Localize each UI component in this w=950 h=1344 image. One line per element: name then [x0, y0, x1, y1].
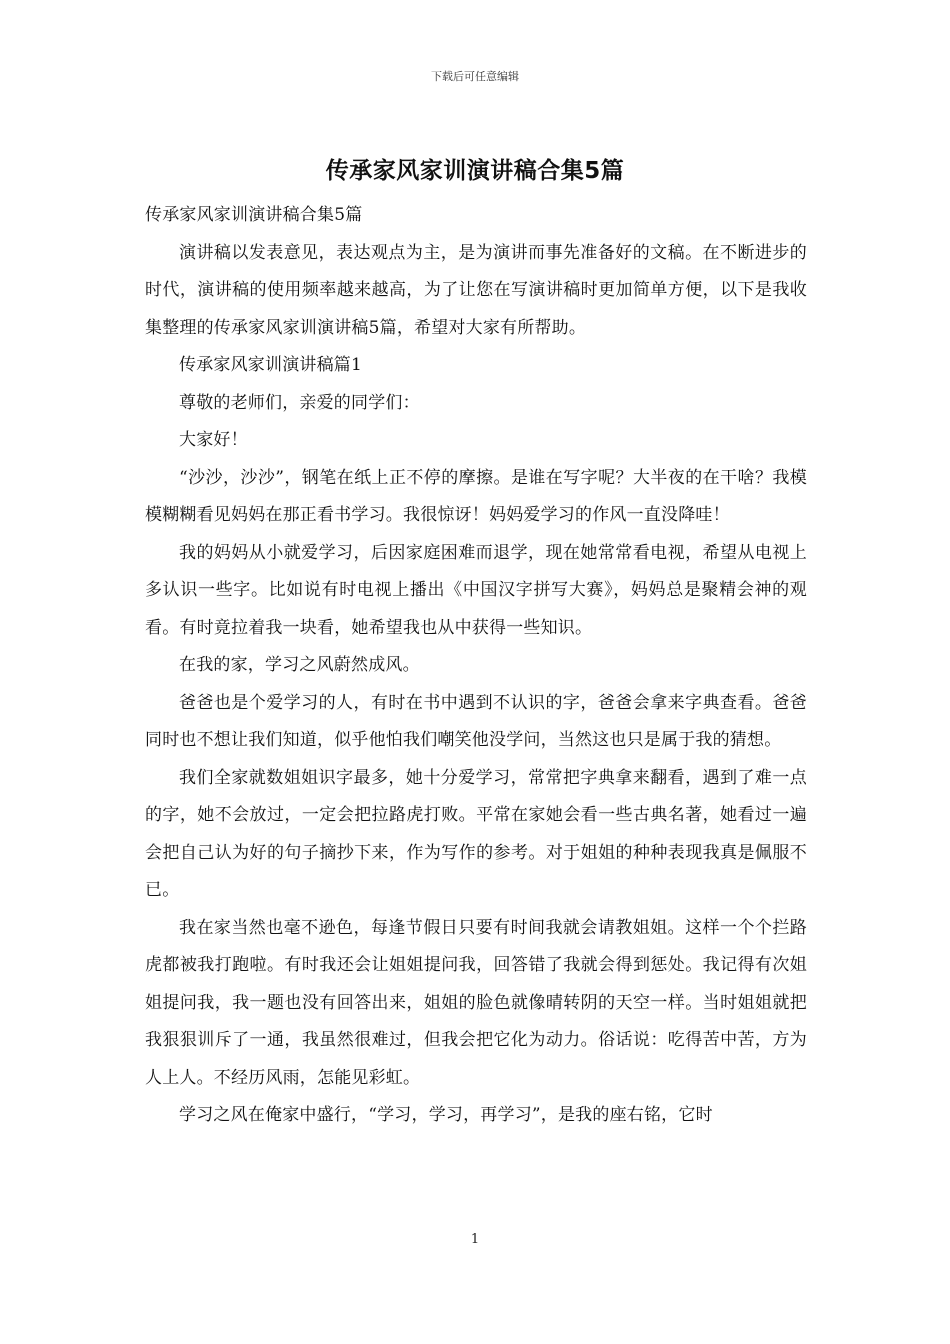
page-header-note: 下载后可任意编辑: [431, 70, 519, 83]
document-body: [145, 197, 807, 1135]
paragraph: 爸爸也是个爱学习的人，有时在书中遇到不认识的字，爸爸会拿来字典查看。爸爸同时也不想让我们知道，似乎他怕我们嘲笑他没学问，当然这也只是属于我的猜想。: [145, 692, 807, 750]
greeting: 大家好！: [179, 430, 248, 450]
paragraph-intro: 演讲稿以发表意见，表达观点为主，是为演讲而事先准备好的文稿。在不断进步的时代，演讲稿的使用频率越来越高，为了让您在写演讲稿时更加简单方便，以下是我收集整理的传承家风家训演讲稿5篇，希望对大家有所帮助。: [145, 242, 807, 338]
paragraph: 学习之风在俺家中盛行，“学习，学习，再学习”，是我的座右铭，它时: [179, 1105, 713, 1125]
salutation: 尊敬的老师们，亲爱的同学们：: [179, 392, 420, 413]
section-heading: 传承家风家训演讲稿篇1: [179, 355, 363, 375]
paragraph: 我们全家就数姐姐识字最多，她十分爱学习，常常把字典拿来翻看，遇到了难一点的字，她不会放过，一定会把拉路虎打败。平常在家她会看一些古典名著，她看过一遍会把自己认为好的句子摘抄下来，作为写作的参考。对于姐姐的种种表现我真是佩服不已。: [145, 767, 807, 900]
document-subtitle: 传承家风家训演讲稿合集5篇: [145, 205, 363, 225]
document-title: 传承家风家训演讲稿合集5篇: [325, 158, 625, 184]
page-number: 1: [470, 1232, 480, 1247]
paragraph: 在我的家，学习之风蔚然成风。: [179, 655, 420, 675]
paragraph: “沙沙，沙沙”，钢笔在纸上正不停的摩擦。是谁在写字呢？大半夜的在干啥？我模模糊糊看见妈妈在那正看书学习。我很惊讶！妈妈爱学习的作风一直没降哇！: [145, 467, 807, 525]
paragraph: 我的妈妈从小就爱学习，后因家庭困难而退学，现在她常常看电视，希望从电视上多认识一些字。比如说有时电视上播出《中国汉字拼写大赛》，妈妈总是聚精会神的观看。有时竟拉着我一块看，她希望我也从中获得一些知识。: [145, 542, 807, 638]
paragraph: 我在家当然也毫不逊色，每逢节假日只要有时间我就会请教姐姐。这样一个个拦路虎都被我打跑啦。有时我还会让姐姐提问我，回答错了我就会得到惩处。我记得有次姐姐提问我，我一题也没有回答出来，姐姐的脸色就像晴转阴的天空一样。当时姐姐就把我狠狠训斥了一通，我虽然很难过，但我会把它化为动力。俗话说：吃得苦中苦，方为人上人。不经历风雨，怎能见彩虹。: [145, 917, 807, 1088]
